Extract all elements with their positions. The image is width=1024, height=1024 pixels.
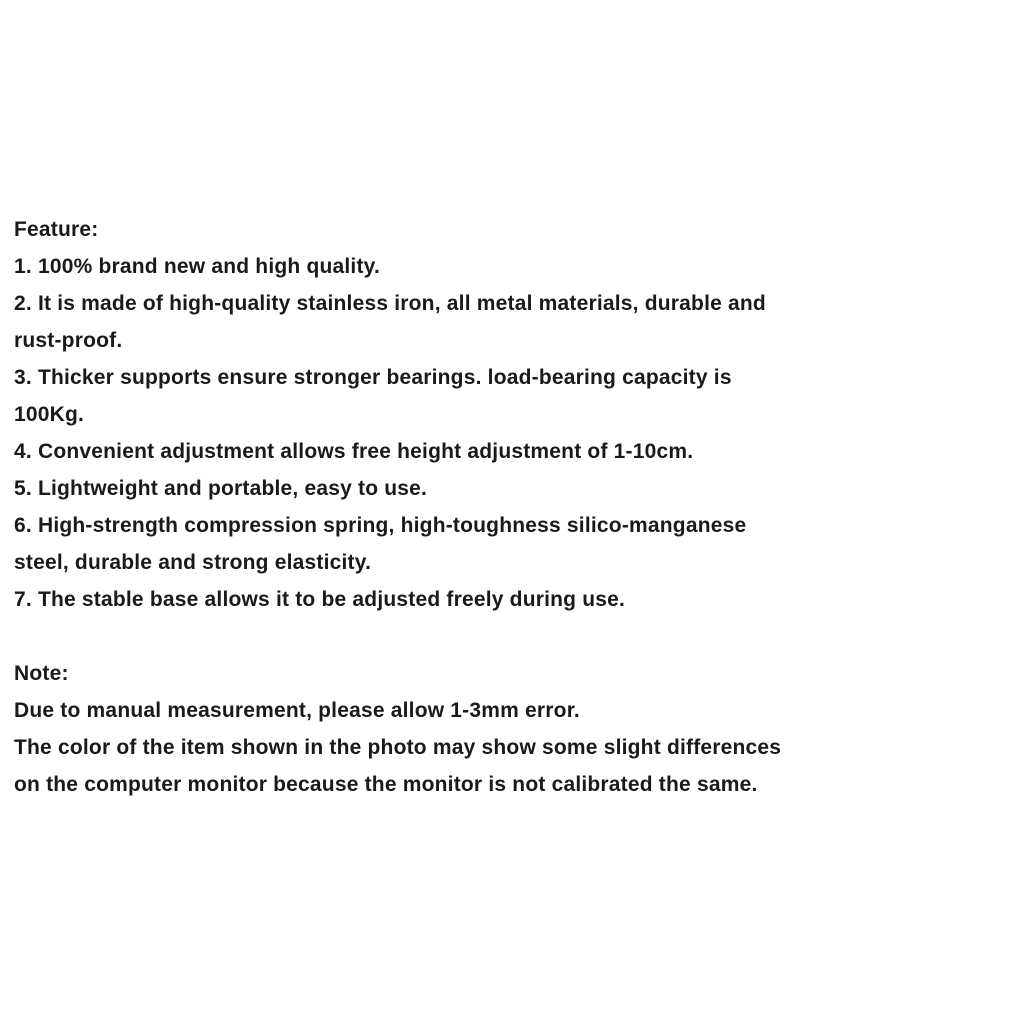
feature-line-5: 100Kg. [14,403,85,426]
note-line-3: on the computer monitor because the monitor is not calibrated the same. [14,773,758,796]
note-heading: Note: [14,662,69,685]
feature-line-8: 6. High-strength compression spring, high-toughness silico-manganese [14,514,747,537]
feature-line-1: 1. 100% brand new and high quality. [14,255,381,278]
section-spacer [14,618,914,655]
note-line-2: The color of the item shown in the photo may show some slight differences [14,736,782,759]
feature-heading: Feature: [14,218,99,241]
note-line-1: Due to manual measurement, please allow 1-3mm error. [14,699,580,722]
feature-line-10: 7. The stable base allows it to be adjusted freely during use. [14,588,626,611]
feature-line-2: 2. It is made of high-quality stainless iron, all metal materials, durable and [14,292,766,315]
feature-line-9: steel, durable and strong elasticity. [14,551,372,574]
product-description [14,211,914,803]
feature-line-7: 5. Lightweight and portable, easy to use. [14,477,428,500]
feature-line-3: rust-proof. [14,329,123,352]
feature-line-6: 4. Convenient adjustment allows free height adjustment of 1-10cm. [14,440,694,463]
feature-line-4: 3. Thicker supports ensure stronger bearings. load-bearing capacity is [14,366,732,389]
